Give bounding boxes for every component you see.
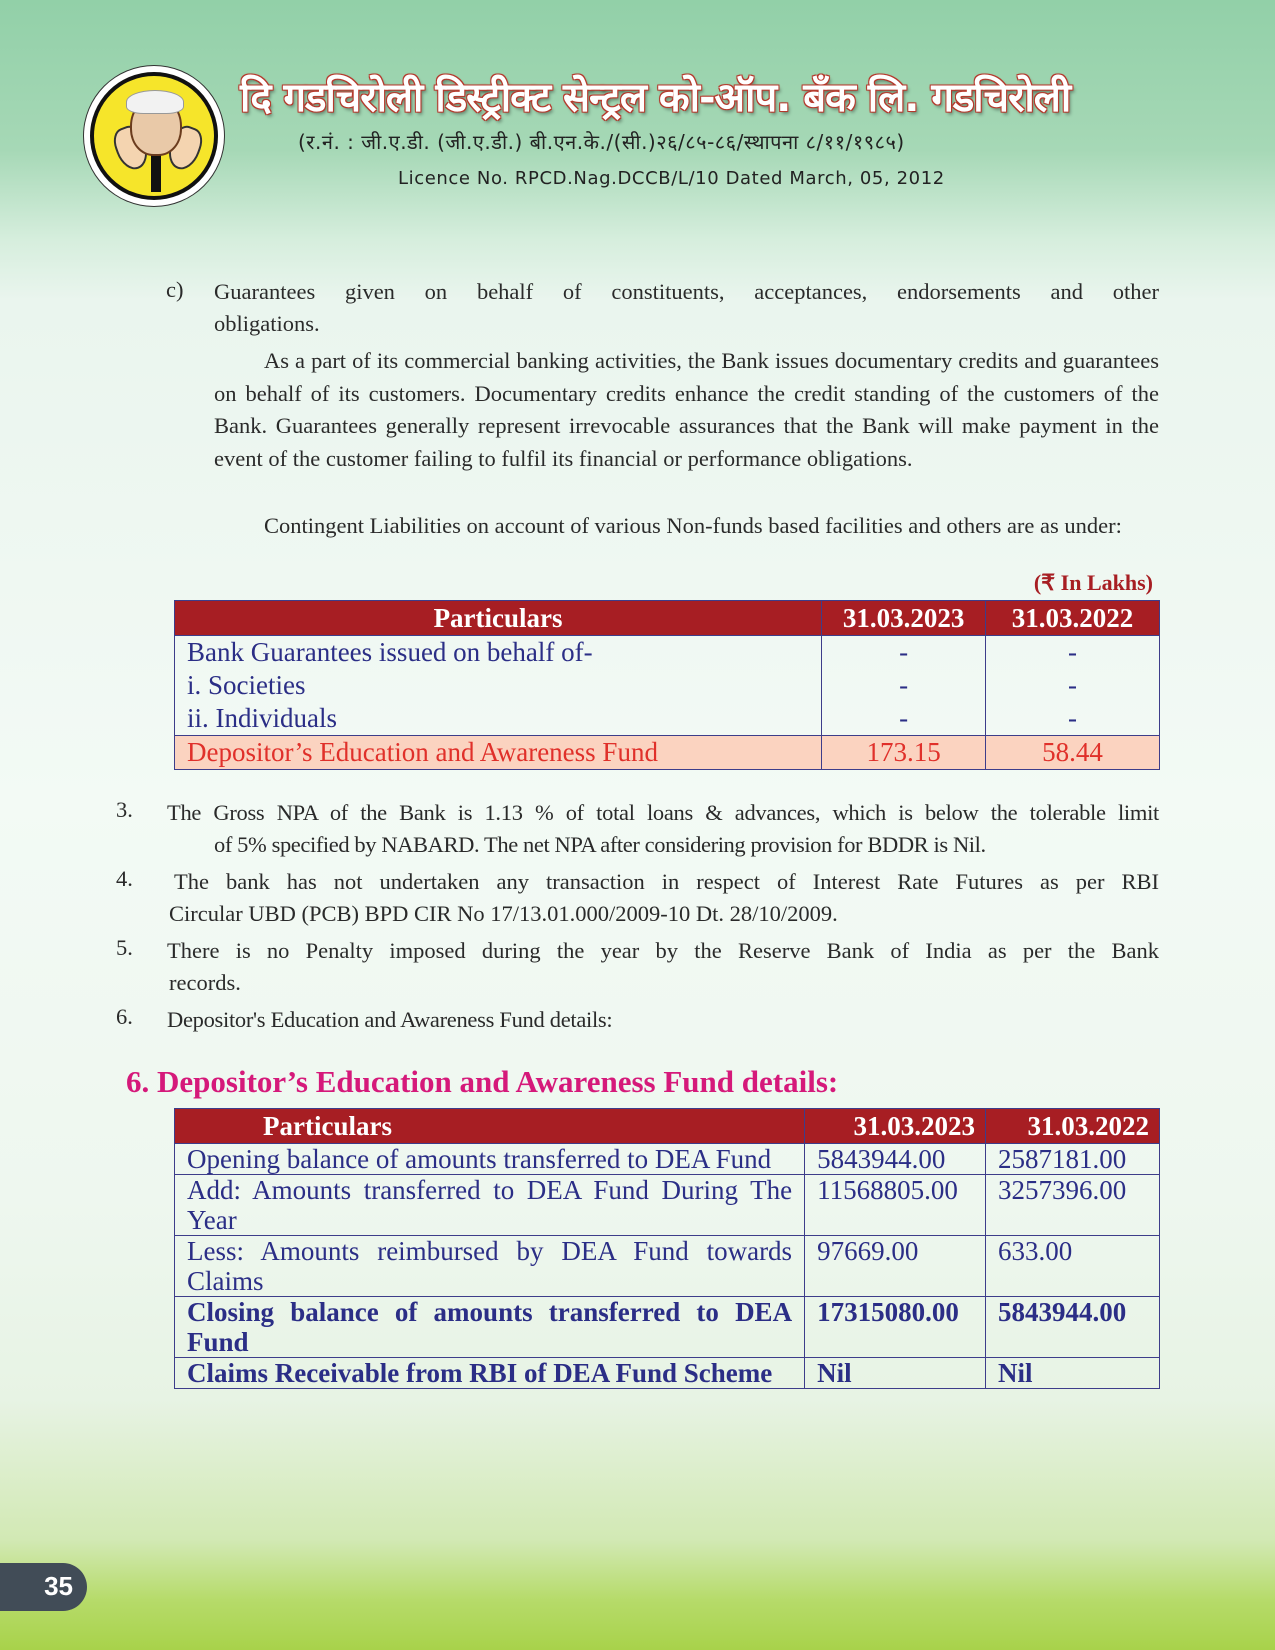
note-3-line1: The Gross NPA of the Bank is 1.13 % of total loans & advances, which is below the tolerable limit <box>167 800 1159 825</box>
value-2022: 2587181.00 <box>986 1144 1160 1175</box>
note-6-line1: Depositor's Education and Awareness Fund details: <box>167 1007 613 1032</box>
column-header: 31.03.2023 <box>822 601 986 636</box>
row-label: Less: Amounts reimbursed by DEA Fund towards Claims <box>175 1236 805 1297</box>
table-row <box>175 669 1160 702</box>
table-header-row <box>175 601 1160 636</box>
value-2023: 11568805.00 <box>805 1175 986 1236</box>
note-4-line2: Circular UBD (PCB) BPD CIR No 17/13.01.000/2009-10 Dt. 28/10/2009. <box>169 901 838 926</box>
bank-logo-icon <box>84 66 224 206</box>
note-3-line2: of 5% specified by NABARD. The net NPA after considering provision for BDDR is Nil. <box>214 832 986 857</box>
dea-fund-table <box>174 1108 1160 1389</box>
value-2022: 58.44 <box>986 736 1160 770</box>
note-4-line1: The bank has not undertaken any transaction in respect of Interest Rate Futures as per RBI <box>174 869 1159 894</box>
value-2022: - <box>986 669 1160 702</box>
column-header: 31.03.2022 <box>986 1109 1160 1144</box>
value-2023: Nil <box>805 1358 986 1389</box>
table-row <box>175 1175 1160 1236</box>
value-2022: Nil <box>986 1358 1160 1389</box>
column-header: Particulars <box>175 1109 805 1144</box>
column-header: 31.03.2023 <box>805 1109 986 1144</box>
note-5-line1: There is no Penalty imposed during the year by the Reserve Bank of India as per the Bank <box>167 938 1159 963</box>
note-number: 5. <box>116 935 133 960</box>
section-c-paragraph-2: Contingent Liabilities on account of various Non-funds based facilities and others are as under: <box>264 513 1122 538</box>
value-2023: - <box>822 669 986 702</box>
table-row-highlighted <box>175 736 1160 770</box>
section-c-heading-line2: obligations. <box>214 311 320 336</box>
row-label: Add: Amounts transferred to DEA Fund During The Year <box>175 1175 805 1236</box>
value-2022: 5843944.00 <box>986 1297 1160 1358</box>
table-row-total <box>175 1297 1160 1358</box>
value-2022: 3257396.00 <box>986 1175 1160 1236</box>
row-label: ii. Individuals <box>175 702 822 736</box>
table-row <box>175 1358 1160 1389</box>
value-2023: 17315080.00 <box>805 1297 986 1358</box>
value-2023: - <box>822 636 986 670</box>
value-2023: 173.15 <box>822 736 986 770</box>
value-2022: 633.00 <box>986 1236 1160 1297</box>
value-2023: 97669.00 <box>805 1236 986 1297</box>
value-2023: - <box>822 702 986 736</box>
row-label: Bank Guarantees issued on behalf of- <box>175 636 822 670</box>
note-number: 6. <box>116 1004 133 1029</box>
row-label: Opening balance of amounts transferred to DEA Fund <box>175 1144 805 1175</box>
value-2022: - <box>986 702 1160 736</box>
note-number: 4. <box>116 866 133 891</box>
page-number-badge <box>0 1563 87 1611</box>
section-c-heading-line1: Guarantees given on behalf of constituents, acceptances, endorsements and other <box>214 279 1159 304</box>
column-header: Particulars <box>175 601 822 636</box>
section-c-paragraph-1: As a part of its commercial banking activities, the Bank issues documentary credits and guarantees on behalf of its customers. Documentary credits enhance the credit standing of the customers of the Bank. Guarantees generally represent irrevocable assurances that the Bank will make payment in the event of the customer failing to fulfil its financial or performance obligations. <box>214 348 1159 471</box>
table-row <box>175 636 1160 670</box>
row-label: i. Societies <box>175 669 822 702</box>
contingent-liabilities-table <box>174 600 1160 770</box>
bank-name-title: दि गडचिरोली डिस्ट्रीक्ट सेन्ट्रल को-ऑप. बँक लि. गडचिरोली <box>240 75 1071 121</box>
value-2023: 5843944.00 <box>805 1144 986 1175</box>
note-number: 3. <box>116 797 133 822</box>
page-number: 35 <box>44 1571 73 1601</box>
registration-number: (र.नं. : जी.ए.डी. (जी.ए.डी.) बी.एन.के./(सी.)२६/८५-८६/स्थापना ८/११/१९८५) <box>298 130 905 154</box>
row-label: Claims Receivable from RBI of DEA Fund Scheme <box>175 1358 805 1389</box>
column-header: 31.03.2022 <box>986 601 1160 636</box>
table-row <box>175 1236 1160 1297</box>
section-marker: c) <box>166 277 184 302</box>
table-row <box>175 702 1160 736</box>
row-label: Closing balance of amounts transferred to DEA Fund <box>175 1297 805 1358</box>
value-2022: - <box>986 636 1160 670</box>
dea-section-heading: 6. Depositor’s Education and Awareness Fund details: <box>126 1064 839 1099</box>
units-label: (₹ In Lakhs) <box>1033 570 1153 595</box>
note-5-line2: records. <box>169 970 241 995</box>
row-label: Depositor’s Education and Awareness Fund <box>175 736 822 770</box>
table-row <box>175 1144 1160 1175</box>
licence-number: Licence No. RPCD.Nag.DCCB/L/10 Dated March, 05, 2012 <box>398 168 945 189</box>
table-header-row <box>175 1109 1160 1144</box>
letterhead <box>0 0 1275 230</box>
